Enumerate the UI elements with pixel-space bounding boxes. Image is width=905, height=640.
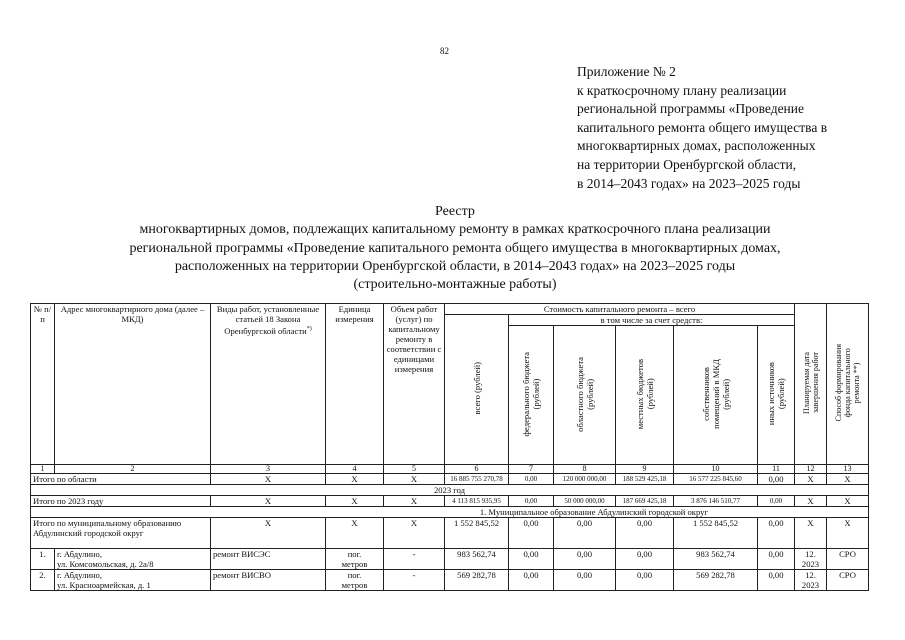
table-row — [31, 549, 869, 570]
cell-owners: 16 577 225 845,60 — [674, 474, 758, 485]
cell: X — [211, 518, 326, 549]
col-number: 4 — [326, 465, 384, 474]
row-federal: 0,00 — [509, 549, 554, 570]
col-number: 5 — [384, 465, 445, 474]
title-line: расположенных на территории Оренбургской области, в 2014–2043 годах» на 2023–2025 годы — [174, 258, 736, 274]
col-number: 6 — [445, 465, 509, 474]
cell-federal: 0,00 — [509, 518, 554, 549]
header-volume: Объем работ (услуг) по капитальному ремонту в соответствии с единицами измерения — [384, 304, 445, 465]
row-address: г. Абдулино, ул. Красноармейская, д. 1 — [55, 570, 211, 591]
header-local-text: местных бюджетов (рублей) — [634, 358, 655, 430]
col-number: 8 — [554, 465, 616, 474]
header-fund-method — [827, 304, 869, 465]
region-total-label: Итого по области — [31, 474, 211, 485]
row-unit: пог. метров — [326, 549, 384, 570]
cell-regional: 50 000 000,00 — [554, 496, 616, 507]
row-federal: 0,00 — [509, 570, 554, 591]
header-federal-text: федерального бюджета (рублей) — [521, 351, 541, 437]
row-other: 0,00 — [758, 570, 795, 591]
cell-other: 0,00 — [758, 474, 795, 485]
cell-other: 0,00 — [758, 518, 795, 549]
cell: X — [827, 518, 869, 549]
appendix-line: на территории Оренбургской области, — [577, 156, 797, 172]
appendix-line: капитального ремонта общего имущества в — [577, 119, 828, 135]
col-number: 1 — [31, 465, 55, 474]
col-number: 3 — [211, 465, 326, 474]
col-number: 11 — [758, 465, 795, 474]
row-num: 1. — [31, 549, 55, 570]
cell: X — [326, 496, 384, 507]
header-unit: Единица измерения — [326, 304, 384, 465]
column-number-row — [31, 465, 869, 474]
header-regional — [554, 326, 616, 465]
col-number: 2 — [55, 465, 211, 474]
row-date: 12. 2023 — [795, 570, 827, 591]
row-work: ремонт ВИСЭС — [211, 549, 326, 570]
row-regional: 0,00 — [554, 549, 616, 570]
row-method: СРО — [827, 549, 869, 570]
title-line: Реестр — [435, 204, 475, 219]
row-address: г. Абдулино, ул. Комсомольская, д. 2а/8 — [55, 549, 211, 570]
region-total-row — [31, 474, 869, 485]
cell-regional: 0,00 — [554, 518, 616, 549]
row-other: 0,00 — [758, 549, 795, 570]
row-total: 569 282,78 — [445, 570, 509, 591]
row-owners: 983 562,74 — [674, 549, 758, 570]
row-owners: 569 282,78 — [674, 570, 758, 591]
row-regional: 0,00 — [554, 570, 616, 591]
municipality-total-row — [31, 518, 869, 549]
cell-other: 0,00 — [758, 496, 795, 507]
header-other-text: иных источников (рублей) — [766, 362, 786, 426]
header-row — [31, 304, 869, 315]
header-works-sup: *) — [306, 326, 312, 332]
cell: X — [384, 496, 445, 507]
year-total-label: Итого по 2023 году — [31, 496, 211, 507]
appendix-line: многоквартирных домах, расположенных — [577, 138, 816, 154]
cell-total: 4 113 815 935,95 — [445, 496, 509, 507]
title-line: (строительно-монтажные работы) — [353, 277, 557, 293]
row-volume: - — [384, 549, 445, 570]
cell: X — [384, 474, 445, 485]
header-address: Адрес многоквартирного дома (далее – МКД) — [55, 304, 211, 465]
appendix-line: Приложение № 2 — [577, 64, 676, 79]
row-unit: пог. метров — [326, 570, 384, 591]
cell-total: 1 552 845,52 — [445, 518, 509, 549]
cell: X — [211, 474, 326, 485]
year-label-row — [31, 485, 869, 496]
header-works — [211, 304, 326, 465]
cell: X — [827, 474, 869, 485]
header-total-rub-text: всего (рублей) — [471, 362, 482, 415]
year-label: 2023 год — [31, 485, 869, 496]
col-number: 10 — [674, 465, 758, 474]
cell: X — [384, 518, 445, 549]
header-planned-date — [795, 304, 827, 465]
cell-local: 0,00 — [616, 518, 674, 549]
municipality-label: 1. Муниципальное образование Абдулинский городской округ — [31, 507, 869, 518]
header-planned-date-text: Планируемая дата завершения работ — [801, 351, 820, 415]
cell: X — [326, 474, 384, 485]
appendix-line: региональной программы «Проведение — [577, 101, 805, 117]
row-total: 983 562,74 — [445, 549, 509, 570]
header-owners — [674, 326, 758, 465]
row-local: 0,00 — [616, 570, 674, 591]
cell: X — [795, 518, 827, 549]
appendix-note — [577, 63, 877, 193]
header-federal — [509, 326, 554, 465]
registry-table — [30, 303, 869, 591]
document-title — [120, 203, 790, 294]
cell-owners: 3 876 146 510,77 — [674, 496, 758, 507]
header-regional-text: областного бюджета (рублей) — [574, 356, 595, 432]
cell-federal: 0,00 — [509, 474, 554, 485]
col-number: 12 — [795, 465, 827, 474]
cell: X — [211, 496, 326, 507]
row-method: СРО — [827, 570, 869, 591]
row-date: 12. 2023 — [795, 549, 827, 570]
cell-local: 187 669 425,18 — [616, 496, 674, 507]
municipality-total-label: Итого по муниципальному образованию Абдулинский городской округ — [31, 518, 211, 549]
cell-owners: 1 552 845,52 — [674, 518, 758, 549]
header-works-text: Виды работ, установленные статьей 18 Закона Оренбургской области — [216, 304, 320, 336]
header-other — [758, 326, 795, 465]
row-volume: - — [384, 570, 445, 591]
appendix-line: к краткосрочному плану реализации — [577, 82, 787, 98]
header-incl: в том числе за счет средств: — [509, 315, 795, 326]
header-num: № п/п — [31, 304, 55, 465]
municipality-label-row — [31, 507, 869, 518]
year-total-row — [31, 496, 869, 507]
row-local: 0,00 — [616, 549, 674, 570]
header-owners-text: собственников помещений в МКД (рублей) — [700, 359, 731, 429]
header-local — [616, 326, 674, 465]
page-number: 82 — [440, 46, 449, 56]
cell: X — [795, 474, 827, 485]
row-work: ремонт ВИСВО — [211, 570, 326, 591]
title-line: многоквартирных домов, подлежащих капитальному ремонту в рамках краткосрочного плана реализации — [139, 222, 771, 238]
title-line: региональной программы «Проведение капитального ремонта общего имущества в многоквартирных домах, — [129, 240, 781, 256]
cell: X — [326, 518, 384, 549]
col-number: 7 — [509, 465, 554, 474]
appendix-line: в 2014–2043 годах» на 2023–2025 годы — [577, 175, 801, 191]
row-num: 2. — [31, 570, 55, 591]
header-cost-total: Стоимость капитального ремонта – всего — [445, 304, 795, 315]
table-row — [31, 570, 869, 591]
cell: X — [827, 496, 869, 507]
cell-federal: 0,00 — [509, 496, 554, 507]
header-total-rub — [445, 315, 509, 465]
cell: X — [795, 496, 827, 507]
col-number: 13 — [827, 465, 869, 474]
col-number: 9 — [616, 465, 674, 474]
header-fund-method-text: Способ формирования фонда капитального ремонта **) — [834, 344, 861, 422]
cell-regional: 120 000 000,00 — [554, 474, 616, 485]
cell-local: 188 529 425,18 — [616, 474, 674, 485]
cell-total: 16 885 755 270,78 — [445, 474, 509, 485]
